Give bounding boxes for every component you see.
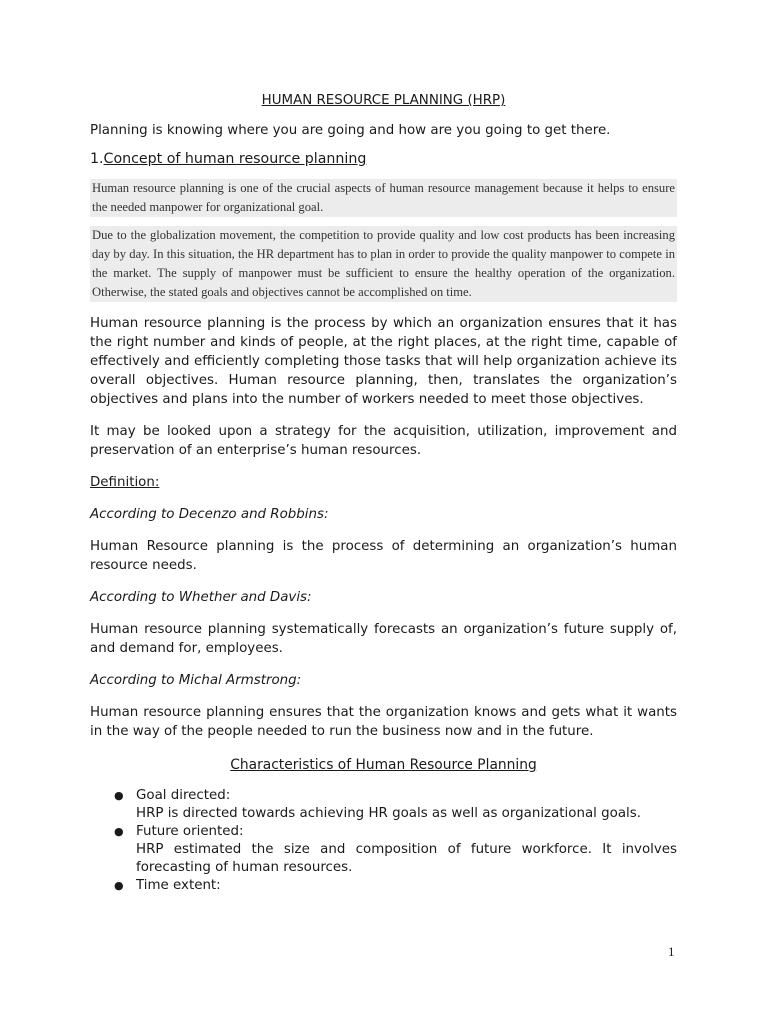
highlight-paragraph: Human resource planning is one of the crucial aspects of human resource management because it helps to ensure the needed manpower for organizational goal. <box>90 179 677 217</box>
bullet-icon: ● <box>114 789 124 802</box>
list-item <box>114 823 677 877</box>
definition-text: Human Resource planning is the process of determining an organization’s human resource needs. <box>90 539 677 573</box>
list-item-title: Future oriented: <box>136 824 244 839</box>
document-title: HUMAN RESOURCE PLANNING (HRP) <box>261 93 506 108</box>
list-item <box>114 787 677 823</box>
body-paragraph: It may be looked upon a strategy for the acquisition, utilization, improvement and preservation of an enterprise’s human resources. <box>90 424 677 458</box>
bullet-icon: ● <box>114 879 124 892</box>
definition-text: Human resource planning ensures that the organization knows and gets what it wants in the way of the people needed to run the business now and in the future. <box>90 705 677 739</box>
list-item <box>114 877 677 895</box>
section-heading <box>90 150 677 169</box>
definition-text: Human resource planning systematically forecasts an organization’s future supply of, and demand for, employees. <box>90 622 677 656</box>
definition-source: According to Decenzo and Robbins: <box>90 507 329 522</box>
list-item-title: Goal directed: <box>136 788 231 803</box>
list-item-title: Time extent: <box>136 878 221 893</box>
body-paragraph: Human resource planning is the process by which an organization ensures that it has the right number and kinds of people, at the right places, at the right time, capable of effectively and efficiently completing those tasks that will help organization achieve its overall objectives. Human resource planning, then, translates the organization’s objectives and plans into the number of workers needed to meet those objectives. <box>90 316 677 407</box>
highlight-paragraph: Due to the globalization movement, the competition to provide quality and low cost products has been increasing day by day. In this situation, the HR department has to plan in order to provide the quality manpower to compete in the market. The supply of manpower must be sufficient to ensure the healthy operation of the organization. Otherwise, the stated goals and objectives cannot be accomplished on time. <box>90 226 677 302</box>
characteristics-heading: Characteristics of Human Resource Planning <box>230 757 537 773</box>
list-item-text: HRP estimated the size and composition of future workforce. It involves forecasting of human resources. <box>136 842 677 875</box>
definition-heading: Definition: <box>90 475 160 490</box>
characteristics-list <box>90 787 677 895</box>
page-number: 1 <box>668 944 675 959</box>
characteristics-heading-row <box>90 754 677 787</box>
list-item-text: HRP is directed towards achieving HR goals as well as organizational goals. <box>136 806 641 821</box>
document-page <box>90 92 677 895</box>
bullet-icon: ● <box>114 825 124 838</box>
definition-source: According to Whether and Davis: <box>90 590 312 605</box>
section-number: 1. <box>90 151 104 167</box>
section-title: Concept of human resource planning <box>103 151 367 167</box>
intro-text: Planning is knowing where you are going and how are you going to get there. <box>90 123 611 138</box>
definition-source: According to Michal Armstrong: <box>90 673 302 688</box>
